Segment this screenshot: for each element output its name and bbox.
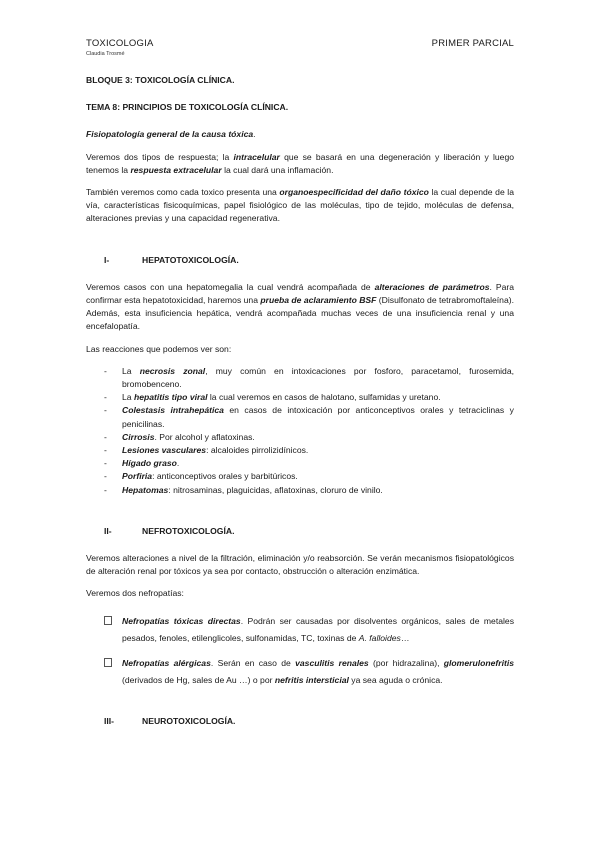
- list-item: [86, 365, 514, 391]
- term: Nefropatías tóxicas directas: [122, 615, 241, 626]
- text: Veremos casos con una hepatomegalia la cual vendrá acompañada de: [86, 281, 375, 292]
- text: (por hidrazalina),: [368, 657, 444, 668]
- text: La: [122, 365, 140, 376]
- text: en casos de intoxicación por anticonceptivos orales y tetraciclinas y penicilinas.: [122, 405, 514, 429]
- text: la cual veremos en casos de halotano, sulfamidas y uretano.: [207, 392, 441, 403]
- list-item: [86, 484, 514, 497]
- text: Veremos dos tipos de respuesta; la: [86, 151, 234, 162]
- text: …: [400, 632, 410, 643]
- term-organoespecificidad: organoespecificidad del daño tóxico: [279, 187, 429, 198]
- term: Colestasis intrahepática: [122, 405, 224, 416]
- text: La: [122, 392, 134, 403]
- text: . Para confirmar esta hepatotoxicidad, haremos una: [86, 281, 514, 306]
- text: : alcaloides pirrolizidínicos.: [206, 445, 309, 456]
- section-number: II-: [104, 525, 112, 536]
- bullet-box-icon: [104, 616, 112, 625]
- section-title: NEUROTOXICOLOGÍA.: [142, 715, 236, 726]
- text: (Disulfonato de tetrabromoftaleína). Además, esta insuficiencia hepática, vendrá acompañada muchas veces de una insuficiencia renal y una encefalopatía.: [86, 295, 514, 332]
- reactions-list: [86, 365, 514, 497]
- term-alteraciones-parametros: alteraciones de parámetros: [374, 281, 490, 292]
- subtitle-paragraph: Fisiopatología general de la causa tóxica.: [86, 129, 256, 140]
- document-body: [86, 74, 514, 742]
- term-respuesta-extracelular: respuesta extracelular: [130, 164, 222, 175]
- species-name: A. falloides: [358, 632, 401, 643]
- term: Porfiria: [122, 471, 153, 482]
- term: nefritis intersticial: [274, 674, 349, 685]
- text: (derivados de Hg, sales de Au …) o por: [122, 674, 275, 685]
- list-item: [86, 444, 514, 457]
- text: ya sea aguda o crónica.: [348, 674, 443, 685]
- text: También veremos como cada toxico presenta una: [86, 187, 280, 198]
- dash-marker: -: [104, 471, 107, 482]
- subtitle: Fisiopatología general de la causa tóxica: [86, 129, 254, 140]
- list-item: [86, 431, 514, 444]
- term-prueba-bsf: prueba de aclaramiento BSF: [260, 295, 377, 306]
- paragraph-responses: [86, 151, 514, 177]
- text: . Serán en caso de: [210, 657, 296, 668]
- text: , muy común en intoxicaciones por fosforo, paracetamol, furosemida, bromobenceno.: [122, 365, 515, 390]
- list-item: [86, 470, 514, 483]
- block-title: BLOQUE 3: TOXICOLOGÍA CLÍNICA.: [86, 75, 235, 85]
- section-number: I-: [104, 254, 110, 265]
- term: necrosis zonal: [139, 365, 206, 376]
- section-heading-nefro: [86, 525, 514, 538]
- list-item: [86, 457, 514, 470]
- text: . Podrán ser causadas por disolventes orgánicos, sales de metales pesados, fenoles, etilenglicoles, sulfonamidas, TC, toxinas de: [122, 615, 514, 643]
- text: .: [176, 458, 180, 469]
- term: glomerulonefritis: [443, 657, 514, 668]
- header-left-title: TOXICOLOGIA: [86, 38, 154, 49]
- dash-marker: -: [104, 392, 107, 403]
- term: hepatitis tipo viral: [133, 392, 208, 403]
- paragraph-nefro-intro: Veremos alteraciones a nivel de la filtración, eliminación y/o reabsorción. Se verán mecanismos fisiopatológicos de alteración renal por tóxicos ya sea por contacto, obstrucción o alteración enzimática.: [86, 553, 514, 577]
- dash-marker: -: [104, 365, 107, 376]
- dash-marker: -: [104, 445, 107, 456]
- term: Nefropatías alérgicas: [122, 657, 211, 668]
- dash-marker: -: [104, 458, 107, 469]
- list-item: [86, 613, 514, 647]
- text: la cual dará una inflamación.: [221, 164, 334, 175]
- paragraph-hepatomegalia: [86, 281, 514, 334]
- tema-title: TEMA 8: PRINCIPIOS DE TOXICOLOGÍA CLÍNICA.: [86, 102, 289, 113]
- term: vasculitis renales: [295, 657, 369, 668]
- paragraph-reacciones-intro: Las reacciones que podemos ver son:: [86, 343, 232, 354]
- bullet-box-icon: [104, 658, 112, 667]
- section-heading-neuro: [86, 715, 514, 728]
- dash-marker: -: [104, 405, 107, 416]
- term: Hepatomas: [122, 484, 169, 495]
- term: Hígado graso: [122, 458, 177, 469]
- dash-marker: -: [104, 484, 107, 495]
- text: que se basará en una degeneración y liberación y luego tenemos la: [86, 151, 515, 175]
- text: : anticonceptivos orales y barbitúricos.: [152, 471, 298, 482]
- nefropatias-list: [86, 613, 514, 689]
- header-author: Claudia Trosmé: [86, 51, 125, 57]
- list-item: [86, 655, 514, 689]
- section-number: III-: [104, 715, 115, 726]
- list-item: [86, 404, 514, 430]
- text: . Por alcohol y aflatoxinas.: [154, 431, 255, 442]
- paragraph-nefropatias: Veremos dos nefropatías:: [86, 588, 184, 599]
- dash-marker: -: [104, 431, 107, 442]
- term: Cirrosis: [122, 431, 155, 442]
- section-title: NEFROTOXICOLOGÍA.: [142, 525, 235, 536]
- section-title: HEPATOTOXICOLOGÍA.: [142, 254, 239, 265]
- text: la cual depende de la vía, características fisicoquímicas, papel fisiológico de las moléculas, tipo de tejido, moléculas de defensa, alteraciones previas y una capacidad regenerativa.: [86, 187, 514, 224]
- section-heading-hepato: [86, 254, 514, 267]
- text: : nitrosaminas, plaguicidas, aflatoxinas, cloruro de vinilo.: [168, 484, 383, 495]
- paragraph-organoespecificidad: [86, 186, 514, 226]
- list-item: [86, 391, 514, 404]
- header-right-title: PRIMER PARCIAL: [431, 38, 514, 49]
- term-intracelular: intracelular: [233, 151, 280, 162]
- term: Lesiones vasculares: [122, 445, 207, 456]
